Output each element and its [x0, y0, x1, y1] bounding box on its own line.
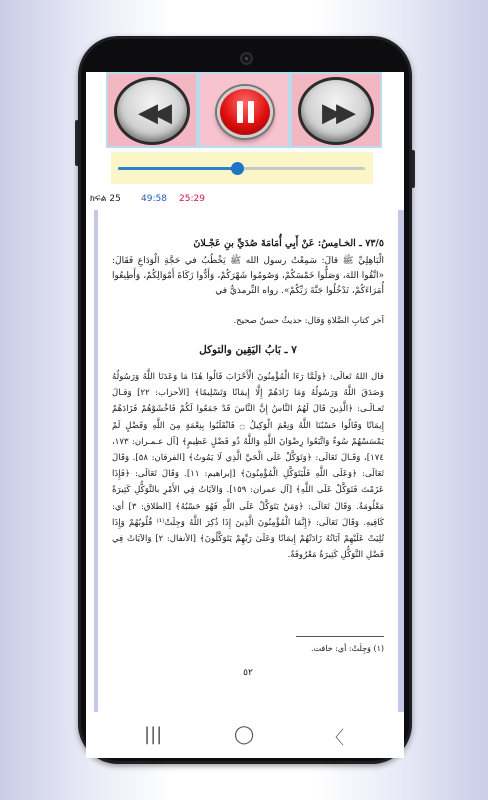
system-navigation-bar: [86, 712, 404, 758]
elapsed-time: 49:58: [141, 194, 167, 204]
page-number: ٥٢: [243, 668, 253, 678]
chapter-title: ٧ ـ بَابُ اليَقِين والتوكل: [199, 344, 297, 356]
home-icon[interactable]: ◯: [234, 724, 255, 745]
seek-bar[interactable]: [111, 152, 373, 184]
total-duration: 25:29: [179, 194, 205, 204]
seek-thumb[interactable]: [231, 162, 244, 175]
page-label: ክፍል 25: [90, 194, 121, 204]
pause-icon: [217, 86, 273, 138]
footnote-divider: [296, 636, 384, 637]
footnote: (١) وَجِلَتْ: أي: خافت.: [311, 644, 384, 653]
book-page: [98, 212, 398, 758]
recent-apps-icon[interactable]: |||: [144, 724, 163, 745]
rewind-icon: ◀◀: [114, 77, 190, 145]
rewind-button[interactable]: [106, 72, 198, 148]
page-edge-right: [398, 210, 404, 758]
hadith-source: آخر كتابِ الصَّلاةِ وَقال: حديثٌ حسنٌ صحيح.: [233, 316, 384, 326]
back-icon[interactable]: 〈: [326, 728, 344, 749]
seek-track: [118, 167, 365, 170]
app-screen: [86, 72, 404, 758]
playback-status: [86, 192, 404, 208]
chapter-text: قال اللهُ تَعالَى: ﴿وَلَمَّا رَءَا الْمُؤْمِنُونَ الْأَحْزَابَ قَالُوا هَٰذَا مَا وَعَدَنَا اللَّهُ وَرَسُولُهُ وَصَدَقَ اللَّهُ وَرَسُولُهُ وَمَا زَادَهُمْ إِلَّا إِيمَانًا وَتَسْلِيمًا﴾ [الأحزاب: ٢٢] وَقـالَ تَعـالَـى: ﴿الَّذِينَ قَالَ لَهُمُ النَّاسُ إِنَّ النَّاسَ قَدْ جَمَعُوا لَكُمْ فَاخْشَوْهُمْ فَزَادَهُمْ إِيمَانًا وَقَالُوا حَسْبُنَا اللَّهُ وَنِعْمَ الْوَكِيلُ ۝ فَانْقَلَبُوا بِنِعْمَةٍ مِنَ اللَّهِ وَفَضْلٍ لَمْ يَمْسَسْهُمْ سُوءٌ وَاتَّبَعُوا رِضْوَانَ اللَّهِ وَاللَّهُ ذُو فَضْلٍ عَظِيمٍ﴾ [آل عـمـران: ١٧٣، ١٧٤]، وَقَـالَ تَعَالَى: ﴿وَتَوَكَّلْ عَلَى الْحَيِّ الَّذِي لَا يَمُوتُ﴾ [الفرقان: ٥٨]. وَقَالَ تَعَالَى: ﴿وَعَلَى اللَّهِ فَلْيَتَوَكَّلِ الْمُؤْمِنُونَ﴾ [إبراهيم: ١١]. وَقَالَ تَعَالَى: ﴿فَإِذَا عَزَمْتَ فَتَوَكَّلْ عَلَى اللَّهِ﴾ [آل عمران: ١٥٩]. وَالآيَاتُ فِي الأَمْرِ بالتَّوَكُّلِ كَثِيرَةٌ مَعْلُومَةٌ. وَقَالَ تَعَالَى: ﴿وَمَنْ يَتَوَكَّلْ عَلَى اللَّهِ فَهُوَ حَسْبُهُ﴾ [الطلاق: ٣] أي: كَافِيهِ. وَقَالَ تَعَالَى: ﴿إِنَّمَا الْمُؤْمِنُونَ الَّذِينَ إِذَا ذُكِرَ اللَّهُ وَجِلَتْ⁽¹⁾ قُلُوبُهُمْ وَإِذَا تُلِيَتْ عَلَيْهِمْ آيَاتُهُ زَادَتْهُمْ إِيمَانًا وَعَلَىٰ رَبِّهِمْ يَتَوَكَّلُونَ﴾ [الأنفال: ٢] وَالآيَاتُ فِي فَضْلِ التَّوَكُّلِ كَثِيرَةٌ مَعْرُوفَةٌ.: [112, 372, 385, 561]
fast-forward-icon: ▶▶: [298, 77, 374, 145]
audio-player-controls: [106, 72, 371, 148]
fast-forward-button[interactable]: [290, 72, 382, 148]
front-camera: [240, 52, 253, 65]
pause-button[interactable]: [198, 72, 290, 148]
hadith-heading: ٧٣/٥ ـ الخـامِسُ: عَنْ أَبِي أُمَامَةَ صُدَيِّ بنِ عَجْـلانَ: [193, 238, 384, 249]
seek-progress: [118, 167, 237, 170]
hadith-text: الْبَاهِلِيِّ ﷺ قالَ: سَمِعْتُ رسول الله ﷺ يَخْطُبُ في حَجَّةِ الْوَدَاعِ فَقَالَ: «اتَّقُوا اللهَ، وَصَلُّوا خَمْسَكُمْ، وَصُومُوا شَهْرَكُمْ، وَأَدُّوا زَكَاةَ أَمْوَالِكُمْ، وَأَطِيعُوا أُمَرَاءَكُمْ، تَدْخُلُوا جَنَّةَ رَبِّكُمْ». رواه التِّرمذيُّ في: [112, 256, 384, 296]
